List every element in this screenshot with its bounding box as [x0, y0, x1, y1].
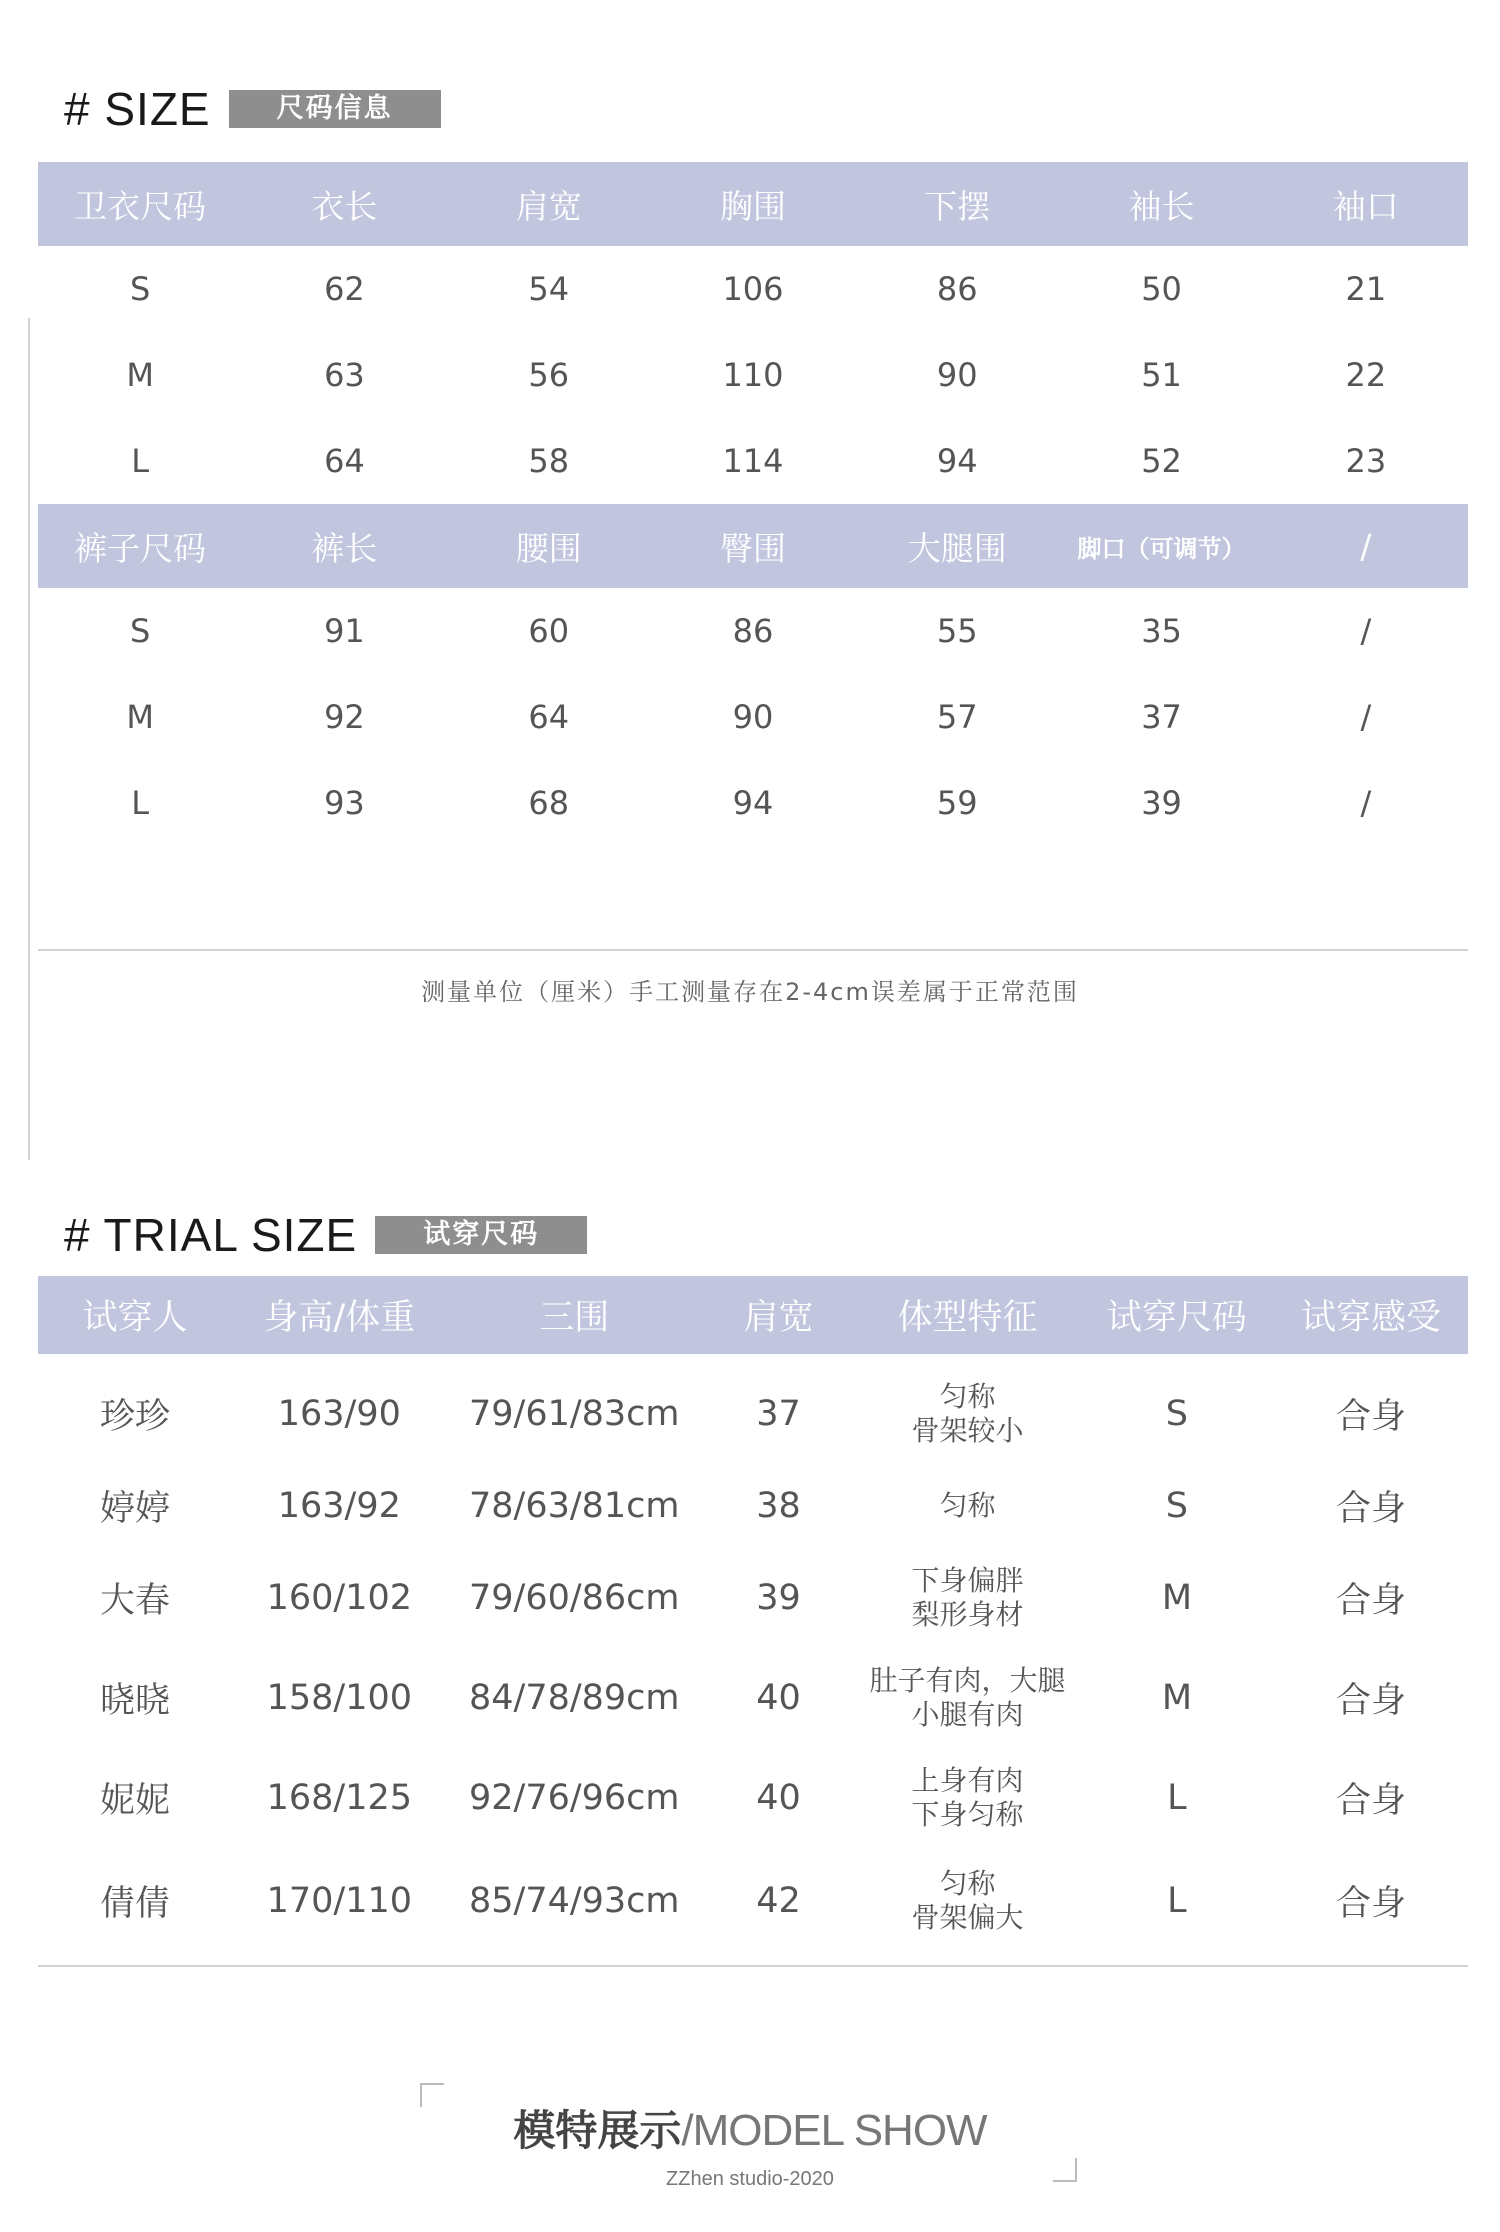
table-cell: 60 [528, 612, 570, 650]
table-row [38, 588, 1468, 674]
bottom-header-row [38, 504, 1468, 588]
table-row [38, 1848, 1468, 1954]
body-type-line: 梨形身材 [911, 1598, 1024, 1631]
header-cell: 体型特征 [897, 1298, 1038, 1338]
trial-section-title [64, 1208, 587, 1262]
table-cell: 92 [324, 698, 365, 736]
table-cell: 114 [722, 442, 784, 480]
table-cell: / [1360, 698, 1372, 736]
body-type [855, 1364, 1080, 1464]
body-type-line: 匀称 [939, 1380, 996, 1413]
header-cell: 大腿围 [907, 528, 1007, 568]
body-type [855, 1548, 1080, 1648]
size-tag: 尺码信息 [229, 90, 441, 128]
body-type-line: 匀称 [939, 1489, 996, 1522]
header-cell: 卫衣尺码 [74, 186, 207, 226]
table-cell: M [126, 356, 154, 394]
measurement-note: 测量单位（厘米）手工测量存在2-4cm误差属于正常范围 [421, 978, 1079, 1006]
table-row [38, 246, 1468, 332]
header-cell: 袖口 [1332, 186, 1399, 226]
header-cell: 衣长 [311, 186, 378, 226]
height-weight: 163/90 [277, 1394, 401, 1434]
measurements: 79/60/86cm [468, 1578, 680, 1618]
table-cell: 59 [936, 784, 978, 822]
body-type [855, 1648, 1080, 1748]
model-show-cn: 模特展示 [513, 2106, 682, 2155]
table-cell: S [129, 612, 151, 650]
body-type-line: 下身匀称 [911, 1798, 1024, 1831]
table-cell: 56 [528, 356, 570, 394]
table-cell: 63 [324, 356, 365, 394]
shoulder-width: 42 [756, 1881, 801, 1921]
table-row [38, 674, 1468, 760]
tester-name: 大春 [100, 1581, 171, 1621]
table-cell: 91 [324, 612, 365, 650]
table-cell: S [129, 270, 151, 308]
body-type-line: 匀称 [939, 1867, 996, 1900]
header-cell: 下摆 [924, 186, 991, 226]
table-row [38, 332, 1468, 418]
trial-table [38, 1276, 1468, 1954]
table-cell: 64 [528, 698, 570, 736]
shoulder-width: 37 [756, 1394, 801, 1434]
table-row [38, 418, 1468, 504]
fit-feeling: 合身 [1335, 1581, 1406, 1621]
studio-label: ZZhen studio-2020 [666, 2168, 834, 2190]
size-heading: # SIZE [64, 83, 211, 135]
table-cell: / [1360, 612, 1372, 650]
tester-name: 晓晓 [100, 1681, 171, 1721]
measurements: 92/76/96cm [468, 1778, 680, 1818]
body-type-line: 下身偏胖 [911, 1564, 1024, 1597]
body-type [855, 1748, 1080, 1848]
trial-header-row [38, 1276, 1468, 1354]
table-row [38, 1548, 1468, 1648]
tester-name: 珍珍 [100, 1397, 171, 1437]
tester-name: 倩倩 [100, 1884, 171, 1924]
table-cell: L [131, 784, 150, 822]
trial-size: L [1167, 1881, 1187, 1921]
measurements: 78/63/81cm [468, 1486, 680, 1526]
table-cell: / [1360, 784, 1372, 822]
body-type-line: 上身有肉 [911, 1764, 1024, 1797]
header-cell: 腰围 [515, 528, 582, 568]
table-cell: 90 [732, 698, 774, 736]
table-cell: L [131, 442, 150, 480]
height-weight: 160/102 [266, 1578, 413, 1618]
header-cell: 试穿感受 [1300, 1298, 1441, 1338]
table-cell: 55 [936, 612, 978, 650]
table-cell: 51 [1141, 356, 1182, 394]
size-table [38, 162, 1468, 846]
header-cell: 胸围 [719, 186, 786, 226]
table-row [38, 1648, 1468, 1748]
table-cell: 39 [1141, 784, 1182, 822]
left-divider-line [28, 318, 30, 1160]
table-cell: 90 [936, 356, 978, 394]
model-show-heading [0, 2098, 1500, 2158]
body-type-line: 小腿有肉 [911, 1698, 1024, 1731]
shoulder-width: 40 [756, 1778, 801, 1818]
fit-feeling: 合身 [1335, 1681, 1406, 1721]
table-cell: 94 [732, 784, 774, 822]
corner-bracket-bottom-right [1053, 2158, 1077, 2182]
measurements: 85/74/93cm [468, 1881, 680, 1921]
fit-feeling: 合身 [1335, 1884, 1406, 1924]
table-cell: 52 [1141, 442, 1182, 480]
fit-feeling: 合身 [1335, 1489, 1406, 1529]
header-cell: / [1360, 526, 1372, 566]
table-row [38, 1748, 1468, 1848]
table-cell: 86 [732, 612, 774, 650]
table-cell: 54 [528, 270, 570, 308]
trial-size: S [1165, 1486, 1189, 1526]
header-cell: 裤子尺码 [74, 528, 207, 568]
trial-size: M [1161, 1678, 1193, 1718]
table-cell: 110 [722, 356, 784, 394]
trial-size: S [1165, 1394, 1189, 1434]
table-row [38, 760, 1468, 846]
header-cell: 袖长 [1128, 186, 1195, 226]
table-cell: 68 [528, 784, 570, 822]
measurements: 84/78/89cm [468, 1678, 680, 1718]
table-cell: M [126, 698, 154, 736]
trial-size: M [1161, 1578, 1193, 1618]
fit-feeling: 合身 [1335, 1397, 1406, 1437]
header-cell: 肩宽 [743, 1298, 814, 1338]
height-weight: 168/125 [266, 1778, 413, 1818]
table-cell: 21 [1345, 270, 1387, 308]
body-type [855, 1464, 1080, 1548]
table-cell: 23 [1345, 442, 1387, 480]
trial-tag: 试穿尺码 [375, 1216, 587, 1254]
table-cell: 62 [324, 270, 365, 308]
tester-name: 妮妮 [100, 1781, 171, 1821]
body-type-line: 骨架较小 [911, 1414, 1024, 1447]
shoulder-width: 38 [756, 1486, 801, 1526]
shoulder-width: 39 [756, 1578, 801, 1618]
table-cell: 35 [1141, 612, 1182, 650]
table-cell: 106 [722, 270, 784, 308]
table-row [38, 1464, 1468, 1548]
fit-feeling: 合身 [1335, 1781, 1406, 1821]
table-cell: 58 [528, 442, 570, 480]
table-cell: 50 [1141, 270, 1182, 308]
body-type-line: 骨架偏大 [911, 1901, 1024, 1934]
shoulder-width: 40 [756, 1678, 801, 1718]
tester-name: 婷婷 [100, 1489, 171, 1529]
height-weight: 170/110 [266, 1881, 413, 1921]
table-cell: 86 [936, 270, 978, 308]
model-show-en: /MODEL SHOW [681, 2106, 987, 2155]
body-type-line: 肚子有肉，大腿 [869, 1664, 1066, 1697]
divider-line [38, 949, 1468, 951]
table-cell: 22 [1345, 356, 1387, 394]
header-cell: 肩宽 [515, 186, 582, 226]
size-section-title [64, 82, 441, 136]
trial-size: L [1167, 1778, 1187, 1818]
divider-line [38, 1965, 1468, 1967]
header-cell: 试穿人 [82, 1298, 188, 1338]
header-cell: 身高/体重 [263, 1298, 416, 1338]
table-cell: 93 [324, 784, 365, 822]
trial-heading: # TRIAL SIZE [64, 1209, 358, 1261]
table-cell: 64 [324, 442, 365, 480]
height-weight: 158/100 [266, 1678, 413, 1718]
height-weight: 163/92 [277, 1486, 401, 1526]
table-cell: 37 [1141, 698, 1182, 736]
top-header-row [38, 162, 1468, 246]
table-cell: 57 [936, 698, 978, 736]
table-cell: 94 [936, 442, 978, 480]
header-cell: 脚口（可调节） [1077, 534, 1246, 563]
header-cell: 试穿尺码 [1106, 1298, 1247, 1338]
header-cell: 裤长 [311, 528, 378, 568]
header-cell: 臀围 [719, 528, 786, 568]
table-row [38, 1364, 1468, 1464]
body-type [855, 1848, 1080, 1954]
measurements: 79/61/83cm [468, 1394, 680, 1434]
header-cell: 三围 [539, 1298, 610, 1338]
